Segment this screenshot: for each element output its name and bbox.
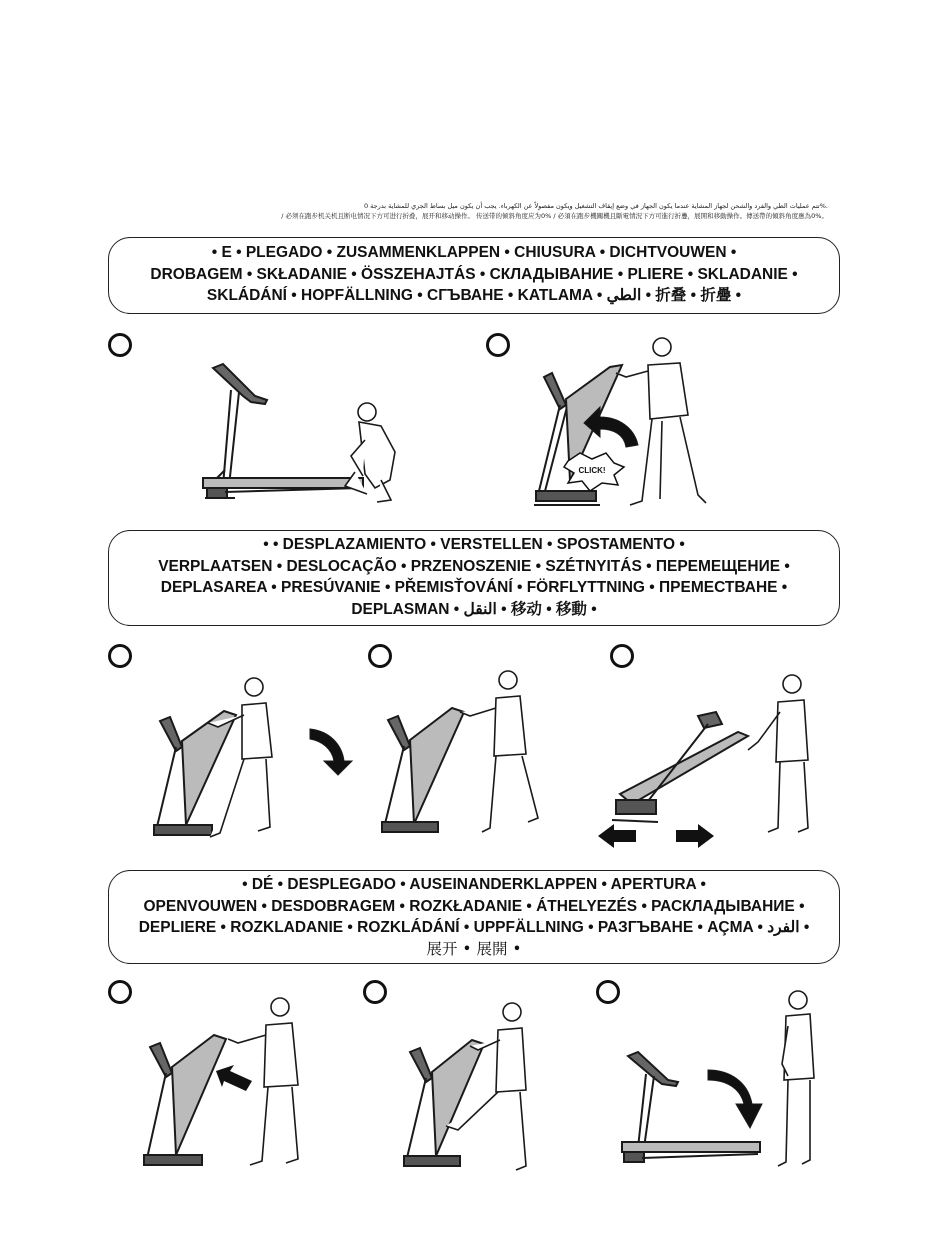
- unfold-step3-illustration: [618, 990, 818, 1175]
- unfolding-banner: [108, 870, 840, 964]
- step-circle: [368, 644, 392, 668]
- click-label: CLICK!: [578, 466, 606, 475]
- unfolding-title-line: DEPLIERE • ROZKLADANIE • ROZKLÁDÁNÍ • UPPFÄLLNING • РАЗГЪВАНЕ • AÇMA • الفرد •: [138, 919, 810, 936]
- unfolding-title-line: 展开 • 展開 •: [426, 939, 522, 958]
- step-circle: [108, 333, 132, 357]
- unfold-step1-illustration: [138, 995, 308, 1175]
- step-circle: [363, 980, 387, 1004]
- folding-title-line: • E • PLEGADO • ZUSAMMENKLAPPEN • CHIUSURA • DICHTVOUWEN •: [211, 244, 737, 261]
- move-step3-illustration: [598, 672, 820, 850]
- moving-title-line: • • DESPLAZAMIENTO • VERSTELLEN • SPOSTAMENTO •: [263, 536, 685, 553]
- move-step1-illustration: [148, 675, 358, 845]
- step-circle: [486, 333, 510, 357]
- safety-note-arabic: تتم عمليات الطي والفرد والشحن لجهاز المشاية عندما يكون الجهاز في وضع إيقاف التشغيل ويكون مفصولاً عن الكهرباء. يجب أن يكون ميل بساط الجري للمشاية بدرجة 0%.: [363, 202, 828, 210]
- step-circle: [610, 644, 634, 668]
- unfolding-title-line: OPENVOUWEN • DESDOBRAGEM • ROZKŁADANIE • ÁTHELYEZÉS • РАСКЛАДЫВАНИЕ •: [143, 897, 805, 915]
- step-circle: [108, 644, 132, 668]
- moving-title-line: DEPLASAREA • PRESÚVANIE • PŘEMISŤOVÁNÍ • FÖRFLYTTNING • ПРЕМЕСТВАНЕ •: [160, 579, 788, 596]
- move-step2-illustration: [378, 668, 548, 848]
- tilt-arrow-icon: [310, 729, 352, 775]
- step-circle: [108, 980, 132, 1004]
- moving-title-line: VERPLAATSEN • DESLOCAÇÃO • PRZENOSZENIE • SZÉTNYITÁS • ПЕРЕМЕЩЕНИЕ •: [158, 557, 790, 575]
- step-circle: [596, 980, 620, 1004]
- moving-banner: [108, 530, 840, 626]
- fold-step1-illustration: [195, 360, 415, 510]
- folding-title-line: SKLÁDÁNÍ • HOPFÄLLNING • СГЪВАНЕ • KATLAMA • الطي • 折叠 • 折疊 •: [206, 287, 742, 304]
- moving-title-line: DEPLASMAN • النقل • 移动 • 移動 •: [351, 600, 597, 618]
- unfold-step2-illustration: [398, 1000, 538, 1180]
- curved-arrow-icon: [708, 1070, 762, 1128]
- folding-banner: [108, 237, 840, 314]
- arrow-left-icon: [598, 824, 636, 848]
- unfolding-title-line: • DÉ • DESPLEGADO • AUSEINANDERKLAPPEN • APERTURA •: [242, 876, 706, 893]
- folding-title-line: DROBAGEM • SKŁADANIE • ÖSSZEHAJTÁS • СКЛАДЫВАНИЕ • PLIERE • SKLADANIE •: [150, 265, 798, 283]
- safety-note-chinese: / 必须在跑步机关机且断电情况下方可进行折叠，展开和移动操作。 传送带的倾斜角度应为0% / 必須在跑步機關機且斷電情況下方可進行折疊，展開和移動操作。傳送帶的傾斜角度應為0%。: [281, 212, 828, 220]
- arrow-icon: [216, 1065, 252, 1091]
- arrow-right-icon: [676, 824, 714, 848]
- fold-step2-illustration: [530, 335, 720, 510]
